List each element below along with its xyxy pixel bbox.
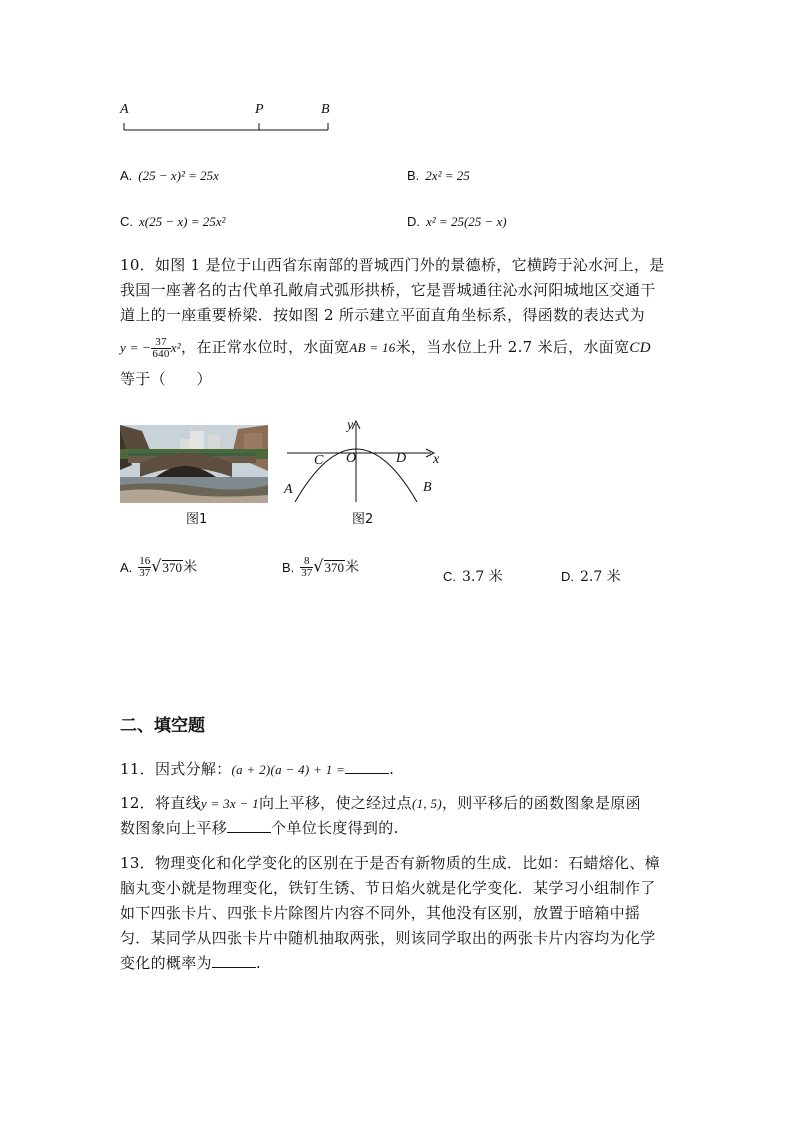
q10-option-c[interactable]: C. 3.7 米 <box>443 569 503 585</box>
q10-option-a-fraction: $\frac{16}{37}$ <box>139 555 151 579</box>
q11 <box>120 757 680 782</box>
fig2-label-c: C <box>314 453 324 468</box>
q10-option-d-text: 2.7 米 <box>580 569 621 585</box>
q9-option-b-math: 2x² = 25 <box>425 168 470 183</box>
q9-option-c[interactable]: C. x(25 − x) = 25x² <box>120 214 226 229</box>
q10-line-1: 10．如图 1 是位于山西省东南部的晋城西门外的景德桥，它横跨于沁水河上，是 <box>120 256 665 274</box>
fig2-label-a: A <box>284 482 293 497</box>
q13-answer-blank[interactable] <box>212 953 256 968</box>
point-label-p: P <box>255 102 264 117</box>
fig2-label-y: y <box>347 418 354 433</box>
q9-option-d[interactable]: D. x² = 25(25 − x) <box>407 214 507 229</box>
section-title: 二、填空题 <box>120 716 205 736</box>
q10-formula-suffix: x² <box>170 340 182 355</box>
q11-prefix: 11．因式分解： <box>120 760 232 778</box>
fig2-label-d: D <box>396 451 407 466</box>
fig2-label-x: x <box>433 452 440 467</box>
sqrt-icon: √ <box>313 556 324 576</box>
q13-line-3: 如下四张卡片、四张卡片除图片内容不同外，其他没有区别，放置于暗箱中摇 <box>120 904 641 922</box>
q12-line-1: 12．将直线y = 3x − 1向上平移，使之经过点(1, 5)，则平移后的函数图象是原函 <box>120 794 641 812</box>
q10-ab-eq: AB = 16 <box>349 340 396 355</box>
q12-answer-blank[interactable] <box>227 818 271 833</box>
q10-line-2: 我国一座著名的古代单孔敞肩式弧形拱桥，它是晋城通往沁水河阳城地区交通干 <box>120 281 656 299</box>
q10-option-b[interactable]: B. $\frac{8}{37}$ √370米 <box>282 555 359 579</box>
q10-option-b-radicand: 370 <box>324 559 344 575</box>
q10-option-a-radicand: 370 <box>162 559 182 575</box>
q10-option-c-text: 3.7 米 <box>462 569 503 585</box>
q13-line-1: 13．物理变化和化学变化的区别在于是否有新物质的生成．比如：石蜡熔化、樟 <box>120 854 660 872</box>
q11-suffix: . <box>389 760 395 778</box>
q10-cd: CD <box>629 340 651 356</box>
q12-line-2: 数图象向上平移 个单位长度得到的. <box>120 819 399 837</box>
q9-option-a[interactable]: A. (25 − x)² = 25x <box>120 168 219 183</box>
q9-option-d-math: x² = 25(25 − x) <box>426 214 507 229</box>
q10-option-a[interactable]: A. $\frac{16}{37}$ √370米 <box>120 555 197 579</box>
sqrt-icon: √ <box>151 556 162 576</box>
q12-line-equation: y = 3x − 1 <box>200 796 259 811</box>
q10-option-b-unit: 米 <box>345 559 359 576</box>
q9-option-b[interactable]: B. 2x² = 25 <box>407 168 470 183</box>
q10-option-d[interactable]: D. 2.7 米 <box>561 569 621 585</box>
q10-line-4 <box>120 330 680 365</box>
q9-option-a-math: (25 − x)² = 25x <box>138 168 219 183</box>
q10-line-5: 等于（ ） <box>120 370 212 388</box>
q10-line-4-text2: 米，当水位上升 2.7 米后，水面宽 <box>395 338 630 356</box>
parabola-diagram <box>285 418 445 504</box>
point-label-a: A <box>120 102 129 117</box>
q10-option-b-fraction: $\frac{8}{37}$ <box>301 555 313 579</box>
q10-line-3: 道上的一座重要桥梁．按如图 2 所示建立平面直角坐标系，得函数的表达式为 <box>120 306 645 324</box>
q13-line-2: 脑丸变小就是物理变化，铁钉生锈、节日焰火就是化学变化．某学习小组制作了 <box>120 879 656 897</box>
bridge-photo <box>120 425 268 503</box>
q9-option-c-math: x(25 − x) = 25x² <box>139 214 226 229</box>
fig1-caption: 图1 <box>186 512 208 527</box>
fig2-caption: 图2 <box>352 512 374 527</box>
q13-line-5: 变化的概率为 . <box>120 954 261 972</box>
q11-answer-blank[interactable] <box>345 759 389 774</box>
fig2-label-b: B <box>423 480 432 495</box>
q10-option-a-unit: 米 <box>183 559 197 576</box>
point-label-b: B <box>321 102 330 117</box>
q10-formula-fraction: $\frac{37}{640}$ <box>152 335 170 360</box>
q11-math: (a + 2)(a − 4) + 1 = <box>231 762 346 777</box>
q10-formula-prefix: y = − <box>120 340 152 355</box>
q13-line-4: 匀．某同学从四张卡片中随机抽取两张，则该同学取出的两张卡片内容均为化学 <box>120 929 656 947</box>
q12-point: (1, 5) <box>412 796 442 811</box>
segment-figure <box>118 102 338 138</box>
segment-line <box>118 102 338 138</box>
fig2-label-o: O <box>346 451 357 466</box>
q10-line-4-text: ，在正常水位时，水面宽 <box>181 338 350 356</box>
